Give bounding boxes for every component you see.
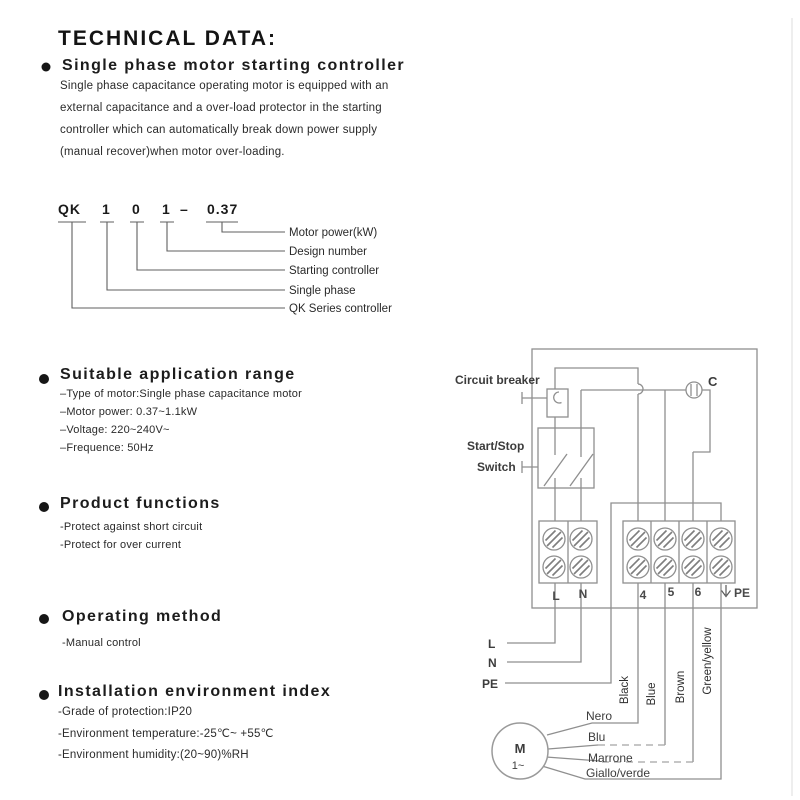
circuit-breaker-icon — [554, 392, 562, 403]
terminal-label-5: 5 — [667, 585, 675, 599]
switch-box — [538, 428, 594, 488]
intro-line: (manual recover)when motor over-loading. — [60, 146, 285, 158]
installation-items — [58, 702, 274, 767]
blue-wire-to-motor — [548, 745, 598, 749]
capacitor-icon — [686, 382, 702, 398]
wire-label-black: Black — [619, 675, 631, 705]
list-item: -Environment humidity:(20~90)%RH — [58, 749, 249, 761]
functions-heading: Product functions — [60, 495, 221, 512]
motor-symbol: M — [514, 741, 526, 756]
callout-motor-power: Motor power(kW) — [289, 227, 378, 239]
model-part-qk: QK — [58, 201, 81, 217]
breaker-top-wire — [555, 368, 638, 389]
list-item: -Protect against short circuit — [60, 521, 203, 533]
intro-line: Single phase capacitance operating motor is equipped with an — [60, 80, 389, 92]
callout-starting-controller: Starting controller — [289, 265, 380, 277]
model-part-power: 0.37 — [207, 201, 239, 217]
operating-items — [62, 634, 141, 652]
section-bullets — [39, 63, 51, 701]
start-stop-label: Start/Stop — [467, 439, 525, 453]
application-items — [60, 385, 302, 457]
circuit-breaker-label: Circuit breaker — [455, 373, 540, 387]
model-callout-labels — [289, 227, 392, 315]
functions-items — [60, 518, 202, 554]
callout-qk-series: QK Series controller — [289, 303, 392, 315]
switch-blades-icon — [544, 454, 593, 486]
bullet-icon — [39, 614, 49, 624]
intro-heading: Single phase motor starting controller — [62, 57, 406, 74]
bullet-icon — [39, 502, 49, 512]
terminal-label-pe: PE — [734, 586, 751, 600]
list-item: –Motor power: 0.37~1.1kW — [60, 406, 198, 418]
list-item: -Grade of protection:IP20 — [58, 706, 193, 718]
terminal-label-4: 4 — [639, 588, 647, 602]
intro-line: external capacitance and a over-load protector in the starting — [60, 102, 382, 114]
mains-label-n: N — [488, 656, 497, 670]
mains-label-l: L — [488, 637, 496, 651]
model-part-1a: 1 — [102, 201, 111, 217]
wire-crossover-hop — [638, 384, 643, 394]
list-item: –Voltage: 220~240V~ — [60, 424, 170, 436]
model-part-1b: 1 — [162, 201, 171, 217]
terminal-label-n: N — [578, 587, 588, 601]
list-item: -Protect for over current — [60, 539, 182, 551]
wire-label-marrone: Marrone — [588, 751, 633, 765]
callout-design-number: Design number — [289, 246, 367, 258]
switch-label: Switch — [477, 460, 516, 474]
terminal-label-6: 6 — [694, 585, 702, 599]
bullet-icon — [39, 374, 49, 384]
terminal-blocks — [539, 521, 735, 583]
list-item: –Type of motor:Single phase capacitance motor — [60, 388, 302, 400]
earth-icon — [722, 585, 731, 597]
wire-label-nero: Nero — [586, 709, 613, 723]
bullet-icon — [42, 63, 51, 72]
list-item: -Manual control — [62, 637, 141, 649]
mains-label-pe: PE — [482, 677, 499, 691]
capacitor-label: C — [708, 374, 718, 389]
intro-line: controller which can automatically break down power supply — [60, 124, 378, 136]
breaker-lead — [522, 392, 547, 404]
bullet-icon — [39, 690, 49, 700]
list-item: –Frequence: 50Hz — [60, 442, 154, 454]
wire-label-blu: Blu — [588, 730, 606, 744]
model-part-0: 0 — [132, 201, 141, 217]
wire-label-blue: Blue — [646, 682, 658, 706]
wire-label-giallo-verde: Giallo/verde — [586, 766, 651, 780]
callout-single-phase: Single phase — [289, 285, 356, 297]
intro-paragraph — [60, 75, 388, 163]
model-callout-lines — [58, 222, 285, 308]
motor-phase: 1~ — [511, 760, 525, 772]
page-title: TECHNICAL DATA: — [58, 27, 277, 50]
installation-heading: Installation environment index — [58, 683, 332, 700]
list-item: -Environment temperature:-25℃~ +55℃ — [58, 727, 274, 740]
application-heading: Suitable application range — [60, 366, 296, 383]
switch-lead — [522, 461, 538, 473]
terminal-label-l: L — [552, 589, 560, 603]
model-part-dash: – — [180, 201, 189, 217]
wire-label-brown: Brown — [675, 670, 687, 704]
operating-heading: Operating method — [62, 608, 223, 625]
wire-label-green-yellow: Green/yellow — [702, 627, 714, 695]
